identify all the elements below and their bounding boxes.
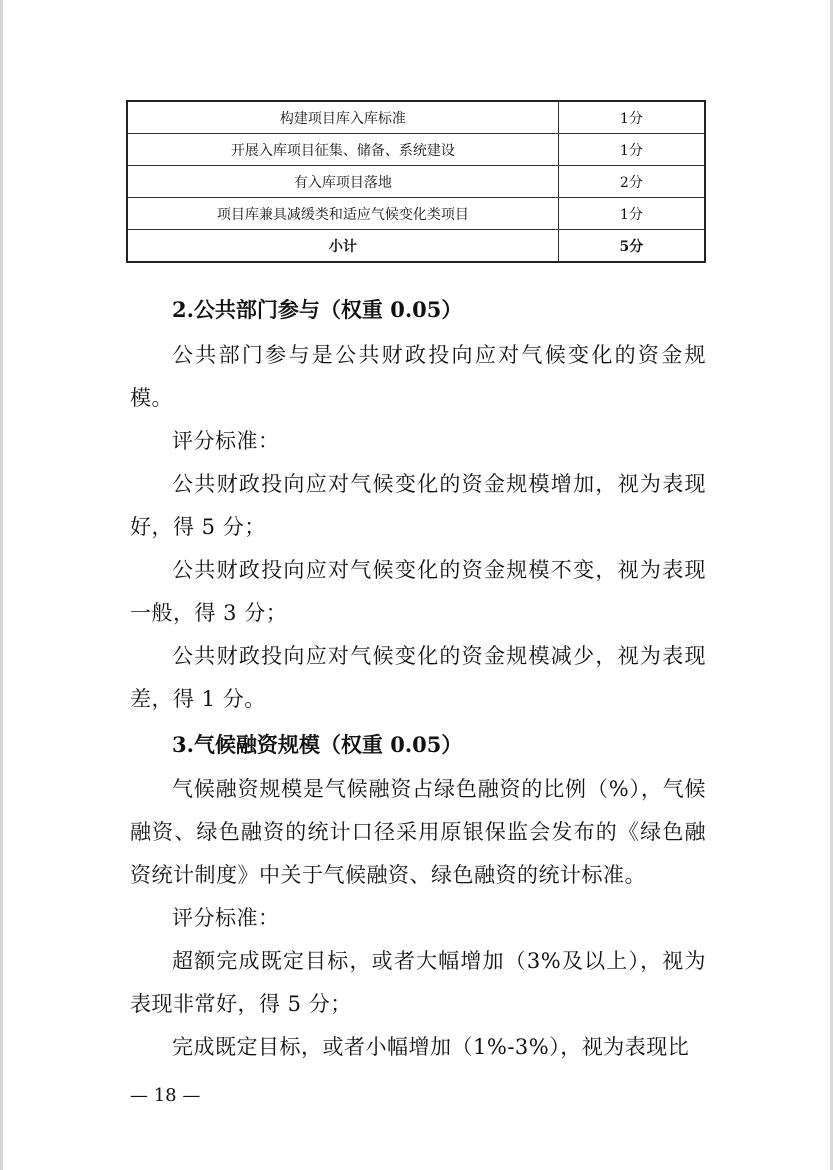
table-cell-score: 1分	[558, 198, 705, 230]
paragraph: 公共财政投向应对气候变化的资金规模减少，视为表现差，得 1 分。	[130, 644, 706, 711]
paragraph: 公共部门参与是公共财政投向应对气候变化的资金规模。	[130, 343, 706, 410]
page-edge-left	[0, 0, 3, 1170]
table-row	[127, 166, 705, 198]
subtotal-score: 5分	[558, 230, 705, 263]
table-cell-score: 1分	[558, 134, 705, 166]
paragraph: 评分标准：	[172, 906, 280, 930]
table-cell-score: 2分	[558, 166, 705, 198]
table-row	[127, 101, 705, 134]
table-cell-item: 开展入库项目征集、储备、系统建设	[127, 134, 558, 166]
paragraph: 公共财政投向应对气候变化的资金规模增加，视为表现好，得 5 分；	[130, 472, 706, 539]
table-cell-item: 构建项目库入库标准	[127, 101, 558, 134]
scoring-table	[126, 100, 706, 263]
table-row	[127, 198, 705, 230]
page-number: — 18 —	[130, 1085, 201, 1106]
table-cell-item: 有入库项目落地	[127, 166, 558, 198]
section-3-heading: 3.气候融资规模（权重 0.05）	[172, 732, 463, 757]
table-cell-item: 项目库兼具减缓类和适应气候变化类项目	[127, 198, 558, 230]
section-2-heading: 2.公共部门参与（权重 0.05）	[172, 297, 463, 322]
paragraph: 气候融资规模是气候融资占绿色融资的比例（%），气候融资、绿色融资的统计口径采用原银保监会发布的《绿色融资统计制度》中关于气候融资、绿色融资的统计标准。	[130, 777, 706, 887]
section-2-body	[130, 334, 706, 721]
paragraph: 公共财政投向应对气候变化的资金规模不变，视为表现一般，得 3 分；	[130, 558, 706, 625]
section-3-body	[130, 768, 706, 1069]
subtotal-label: 小计	[127, 230, 558, 263]
paragraph: 评分标准：	[172, 429, 280, 453]
paragraph: 超额完成既定目标，或者大幅增加（3%及以上），视为表现非常好，得 5 分；	[130, 949, 706, 1016]
paragraph: 完成既定目标，或者小幅增加（1%-3%），视为表现比	[172, 1035, 690, 1059]
table-row	[127, 134, 705, 166]
table-cell-score: 1分	[558, 101, 705, 134]
table-row-subtotal	[127, 230, 705, 263]
